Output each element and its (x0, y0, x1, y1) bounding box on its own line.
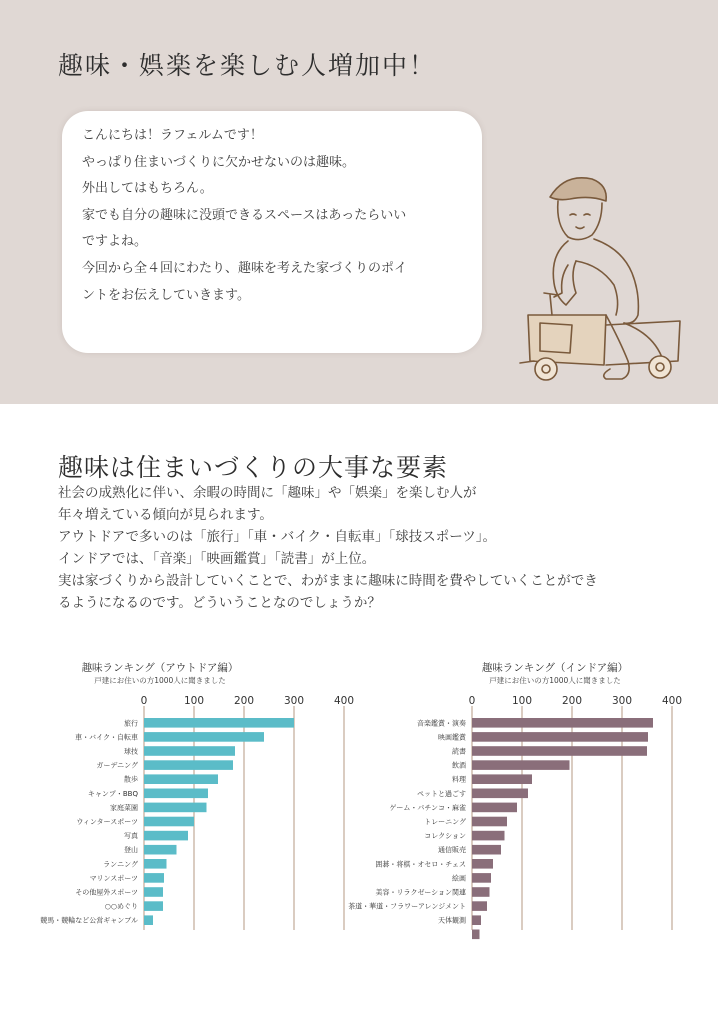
outdoor-category-label: キャンプ・BBQ (87, 789, 138, 798)
outdoor-bar (144, 901, 163, 911)
child-on-toy-truck-illustration (510, 165, 695, 400)
indoor-chart-subtitle: 戸建にお住いの方1000人に聞きました (489, 676, 621, 685)
page-headline: 趣味・娯楽を楽しむ人増加中！ (58, 51, 437, 80)
outdoor-chart-subtitle: 戸建にお住いの方1000人に聞きました (94, 676, 226, 685)
outdoor-category-label: ○○めぐり (104, 902, 138, 911)
indoor-tick-label: 100 (511, 695, 533, 707)
outdoor-category-label: 旅行 (124, 719, 138, 728)
greeting-line-3: 外出してはもちろん。 (82, 181, 213, 197)
indoor-category-label: ゲーム・パチンコ・麻雀 (389, 803, 466, 812)
outdoor-bar (144, 803, 207, 813)
section-line-2: 年々増えている傾向が見られます。 (58, 507, 273, 523)
outdoor-bar (144, 732, 264, 742)
outdoor-tick-label: 200 (233, 695, 255, 707)
outdoor-tick-label: 400 (333, 695, 355, 707)
section-line-4: インドアでは、「音楽」「映画鑑賞」「読書」が上位。 (58, 551, 376, 567)
greeting-line-6: 今回から全４回にわたり、趣味を考えた家づくりのポイ (82, 260, 408, 276)
intro-panel (0, 0, 718, 404)
outdoor-category-label: マリンスポーツ (89, 874, 138, 883)
indoor-category-label: 絵画 (452, 874, 466, 883)
indoor-category-label: 読書 (452, 747, 466, 756)
indoor-bar (472, 774, 532, 784)
indoor-bar (472, 930, 480, 940)
outdoor-category-label: ガーデニング (96, 761, 138, 770)
indoor-category-label: 囲碁・将棋・オセロ・チェス (375, 860, 466, 869)
indoor-tick-label: 0 (468, 695, 476, 707)
greeting-line-2: やっぱり住まいづくりに欠かせないのは趣味。 (82, 154, 356, 170)
indoor-bar (472, 732, 648, 742)
outdoor-category-label: 散歩 (124, 775, 138, 784)
outdoor-category-label: ランニング (103, 860, 138, 869)
indoor-tick-label: 400 (661, 695, 683, 707)
indoor-tick-label: 300 (611, 695, 633, 707)
outdoor-bar (144, 718, 294, 728)
outdoor-tick-label: 300 (283, 695, 305, 707)
indoor-ranking-chart (348, 658, 700, 938)
outdoor-tick-label: 100 (183, 695, 205, 707)
indoor-bar (472, 718, 653, 728)
outdoor-category-label: その他屋外スポーツ (75, 888, 138, 897)
indoor-category-label: 通信販売 (438, 846, 466, 855)
outdoor-bar (144, 817, 194, 827)
outdoor-category-label: 球技 (124, 747, 138, 756)
section-body-text (58, 482, 598, 614)
indoor-category-label: 飲酒 (452, 761, 466, 770)
indoor-bar (472, 760, 570, 770)
greeting-text (82, 123, 407, 309)
outdoor-category-label: 車・バイク・自転車 (75, 733, 138, 742)
outdoor-bar (144, 746, 235, 756)
indoor-chart-title: 趣味ランキング（インドア編） (481, 662, 629, 674)
indoor-bar (472, 746, 647, 756)
outdoor-bar (144, 774, 218, 784)
outdoor-category-label: 競馬・競輪など公営ギャンブル (40, 916, 138, 925)
indoor-category-label: 茶道・華道・フラワーアレンジメント (348, 902, 466, 911)
outdoor-bar (144, 760, 233, 770)
indoor-bar (472, 817, 507, 827)
outdoor-category-label: ウィンタースポーツ (76, 818, 138, 826)
indoor-category-label: 映画鑑賞 (438, 733, 466, 742)
greeting-bubble (62, 111, 482, 353)
outdoor-bar (144, 915, 153, 925)
indoor-category-label: 美容・リラクゼーション関連 (375, 888, 466, 897)
indoor-bar (472, 831, 505, 841)
outdoor-category-label: 家庭菜園 (110, 803, 138, 812)
indoor-bar (472, 873, 491, 883)
indoor-bar (472, 887, 490, 897)
indoor-category-label: 料理 (452, 775, 466, 784)
section-title: 趣味は住まいづくりの大事な要素 (58, 453, 449, 482)
indoor-tick-label: 200 (561, 695, 583, 707)
section-line-1: 社会の成熟化に伴い、余暇の時間に「趣味」や「娯楽」を楽しむ人が (58, 485, 477, 501)
indoor-bar (472, 915, 481, 925)
section-line-3: アウトドアで多いのは「旅行」「車・バイク・自転車」「球技スポーツ」。 (58, 529, 496, 545)
indoor-category-label: コレクション (424, 832, 466, 841)
greeting-line-1: こんにちは！ラフェルムです！ (82, 128, 263, 143)
indoor-chart-svg (348, 658, 700, 938)
indoor-bar (472, 901, 487, 911)
section-line-6: るようになるのです。どういうことなのでしょうか？ (58, 595, 381, 611)
outdoor-category-label: 写真 (124, 832, 138, 841)
greeting-line-5: ですよね。 (82, 234, 148, 250)
outdoor-chart-title: 趣味ランキング（アウトドア編） (81, 662, 239, 674)
section-line-5: 実は家づくりから設計していくことで、わがままに趣味に時間を費やしていくことができ (58, 573, 598, 589)
indoor-category-label: ペットと過ごす (417, 789, 466, 798)
indoor-category-label: トレーニング (424, 818, 466, 826)
indoor-bar (472, 789, 528, 799)
indoor-bar (472, 845, 501, 855)
indoor-bar (472, 859, 493, 869)
outdoor-bar (144, 859, 167, 869)
indoor-category-label: 天体観測 (438, 916, 466, 925)
indoor-category-label: 音楽鑑賞・演奏 (417, 719, 466, 728)
outdoor-bar (144, 873, 164, 883)
outdoor-bar (144, 831, 188, 841)
outdoor-bar (144, 887, 163, 897)
greeting-line-7: ントをお伝えしていきます。 (82, 287, 250, 303)
outdoor-tick-label: 0 (140, 695, 148, 707)
outdoor-bar (144, 789, 208, 799)
outdoor-ranking-chart (8, 658, 355, 938)
greeting-line-4: 家でも自分の趣味に没頭できるスペースはあったらいい (82, 207, 407, 223)
indoor-bar (472, 803, 517, 813)
outdoor-chart-svg (8, 658, 355, 938)
outdoor-bar (144, 845, 177, 855)
outdoor-category-label: 登山 (124, 846, 138, 855)
child-on-toy-truck-icon (510, 165, 695, 400)
